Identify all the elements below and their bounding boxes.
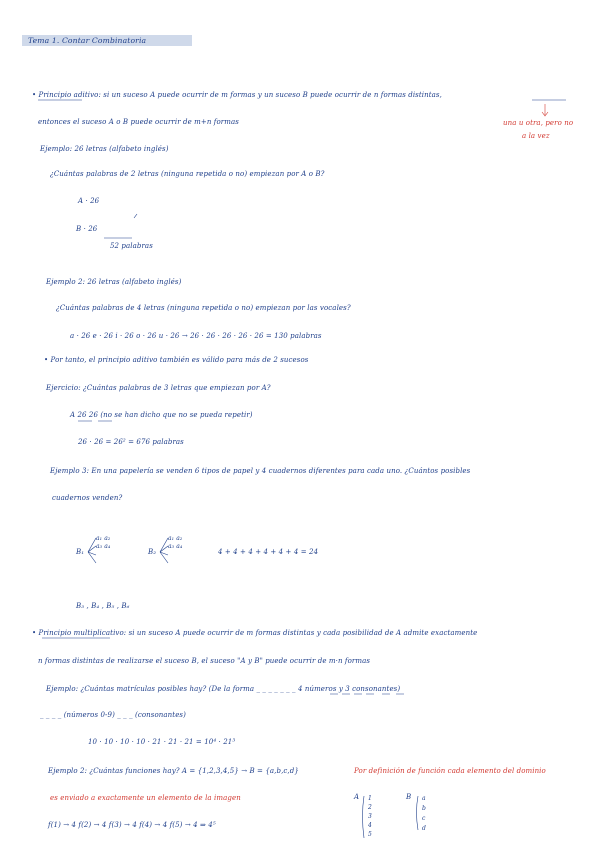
example-3-question-1: Ejemplo 3: En una papelería se venden 6 tipos de papel y 4 cuadernos diferentes para cada uno. ¿Cuántos posibles — [50, 467, 471, 475]
set-b-item-4: d — [422, 825, 426, 832]
multiplicative-principle-line-1: • Principio multiplicativo: si un suceso A puede ocurrir de m formas distintas y cada posibilidad de A admite exactamente — [32, 629, 478, 637]
page-title: Tema 1. Contar Combinatoria — [28, 36, 147, 45]
exercise-question: Ejercicio: ¿Cuántas palabras de 3 letras que empiezan por A? — [46, 384, 271, 392]
tree-2-leaves: a₁ a₂ a₃ a₄ — [168, 535, 183, 550]
plates-example-2: _ _ _ _ (números 0-9) _ _ _ (consonantes) — [40, 711, 186, 719]
example-3-question-2: cuadernos venden? — [52, 494, 123, 502]
set-a-item-4: 4 — [368, 822, 372, 829]
set-a-item-1: 1 — [368, 795, 372, 802]
functions-red-note-2: es enviado a exactamente un elemento de la imagen — [50, 794, 241, 802]
set-b-item-3: c — [422, 815, 426, 822]
tree-1-leaves: a₁ a₂ a₃ a₄ — [96, 535, 111, 550]
set-b-label: B — [406, 793, 412, 801]
margin-note-2: a la vez — [522, 132, 550, 140]
exercise-total: 26 · 26 = 26² = 676 palabras — [78, 438, 184, 446]
example-3-calc: 4 + 4 + 4 + 4 + 4 + 4 = 24 — [218, 548, 319, 556]
set-a-item-5: 5 — [368, 831, 372, 838]
example-3-sequence: B₃ , B₄ , B₅ , B₆ — [76, 602, 130, 610]
example-1-row-a: A · 26 — [78, 197, 100, 205]
example-1-title: Ejemplo: 26 letras (alfabeto inglés) — [40, 145, 169, 153]
principle-note: • Por tanto, el principio aditivo también es válido para más de 2 sucesos — [44, 356, 309, 364]
set-a-item-3: 3 — [368, 813, 372, 820]
functions-example-1: Ejemplo 2: ¿Cuántas funciones hay? A = {1,2,3,4,5} → B = {a,b,c,d} — [48, 767, 299, 775]
example-1-total: 52 palabras — [110, 242, 153, 250]
example-2-calc: a · 26 e · 26 i · 26 o · 26 u · 26 → 26 · 26 · 26 · 26 · 26 = 130 palabras — [70, 332, 322, 340]
functions-calc: f(1) → 4 f(2) → 4 f(3) → 4 f(4) → 4 f(5) → 4 ⇒ 4⁵ — [48, 821, 216, 829]
additive-principle-line-2: entonces el suceso A o B puede ocurrir de m+n formas — [38, 118, 239, 126]
margin-note-1: una u otra, pero no — [503, 119, 574, 127]
functions-red-note-1: Por definición de función cada elemento del dominio — [354, 767, 546, 775]
example-1-row-b: B · 26 — [76, 225, 98, 233]
multiplicative-principle-line-2: n formas distintas de realizarse el suceso B, el suceso "A y B" puede ocurrir de m·n formas — [38, 657, 371, 665]
example-2-title: Ejemplo 2: 26 letras (alfabeto inglés) — [46, 278, 182, 286]
additive-principle-line-1: • Principio aditivo: si un suceso A puede ocurrir de m formas y un suceso B puede ocurrir de n formas distintas, — [32, 91, 442, 99]
exercise-answer: A 26 26 (no se han dicho que no se pueda repetir) — [70, 411, 253, 419]
tree-2-root: B₂ — [148, 548, 157, 556]
set-b-item-2: b — [422, 805, 426, 812]
set-a-item-2: 2 — [368, 804, 372, 811]
example-2-question: ¿Cuántas palabras de 4 letras (ninguna repetida o no) empiezan por las vocales? — [56, 304, 351, 312]
plates-example-1: Ejemplo: ¿Cuántas matrículas posibles hay? (De la forma _ _ _ _ _ _ _ 4 números y 3 consonantes) — [46, 685, 401, 693]
set-a-label: A — [354, 793, 360, 801]
plates-example-3: 10 · 10 · 10 · 10 · 21 · 21 · 21 = 10⁴ · 21³ — [88, 738, 236, 746]
example-1-question: ¿Cuántas palabras de 2 letras (ninguna repetida o no) empiezan por A o B? — [50, 170, 325, 178]
set-b-item-1: a — [422, 795, 426, 802]
tree-1-root: B₁ — [76, 548, 85, 556]
